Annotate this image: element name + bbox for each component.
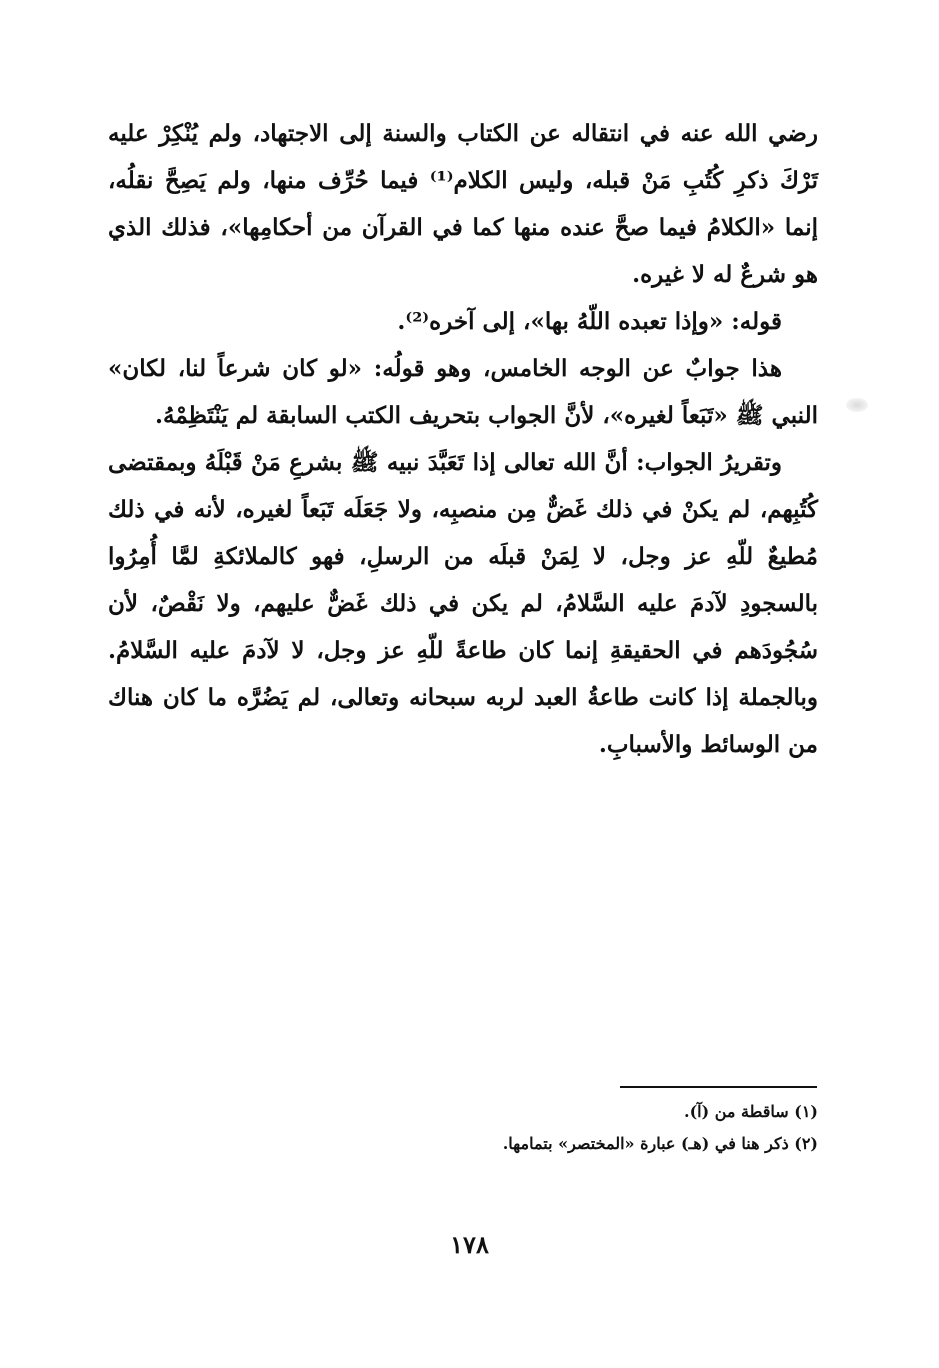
page-number: ١٧٨ bbox=[450, 1230, 489, 1259]
main-text-block bbox=[108, 110, 818, 768]
footnotes-block bbox=[108, 1096, 818, 1160]
footnote-2: (٢) ذكر هنا في (هـ) عبارة «المختصر» بتمامها. bbox=[502, 1134, 818, 1153]
margin-smudge bbox=[846, 398, 868, 412]
paragraph-quote-heading: قوله: «وإذا تعبده اللّهُ بها»، إلى آخره⁽²⁾. bbox=[397, 308, 782, 335]
footnote-1: (١) ساقطة من (آ). bbox=[684, 1102, 818, 1121]
paragraph-answer-fifth-aspect: هذا جوابٌ عن الوجه الخامس، وهو قولُه: «لو كان شرعاً لنا، لكان» النبي ﷺ «تَبَعاً لغيره»، لأنَّ الجواب بتحريف الكتب السابقة لم يَنْتَظِمْهُ. bbox=[108, 355, 818, 429]
paragraph-continuation: رضي الله عنه في انتقاله عن الكتاب والسنة إلى الاجتهاد، ولم يُنْكِرْ عليه تَرْكَ ذكرِ كُتُبِ مَنْ قبله، وليس الكلام⁽¹⁾ فيما حُرِّف منها، ولم يَصِحَّ نقلُه، إنما «الكلامُ فيما صحَّ عنده منها كما في القرآن من أحكامِها»، فذلك الذي هو شرعٌ له لا غيره. bbox=[108, 120, 818, 288]
paragraph-answer-explanation: وتقريرُ الجواب: أنَّ الله تعالى إذا تَعَبَّدَ نبيه ﷺ بشرعِ مَنْ قَبْلَهُ وبمقتضى كُتُبِهم، لم يكنْ في ذلك غَضٌّ مِن منصبِه، ولا جَعَلَه تَبَعاً لغيره، لأنه في ذلك مُطيعٌ للّهِ عز وجل، لا لِمَنْ قبلَه من الرسلِ، فهو كالملائكةِ لمَّا أُمِرُوا بالسجودِ لآدمَ عليه السَّلامُ، لم يكن في ذلك غَضٌّ عليهم، ولا نَقْصٌ، لأن سُجُودَهم في الحقيقةِ إنما كان طاعةً للّهِ عز وجل، لا لآدمَ عليه السَّلامُ. وبالجملة إذا كانت طاعةُ العبد لربه سبحانه وتعالى، لم يَضُرَّه ما كان هناك من الوسائط والأسبابِ. bbox=[108, 449, 818, 758]
footnote-separator bbox=[620, 1086, 817, 1088]
